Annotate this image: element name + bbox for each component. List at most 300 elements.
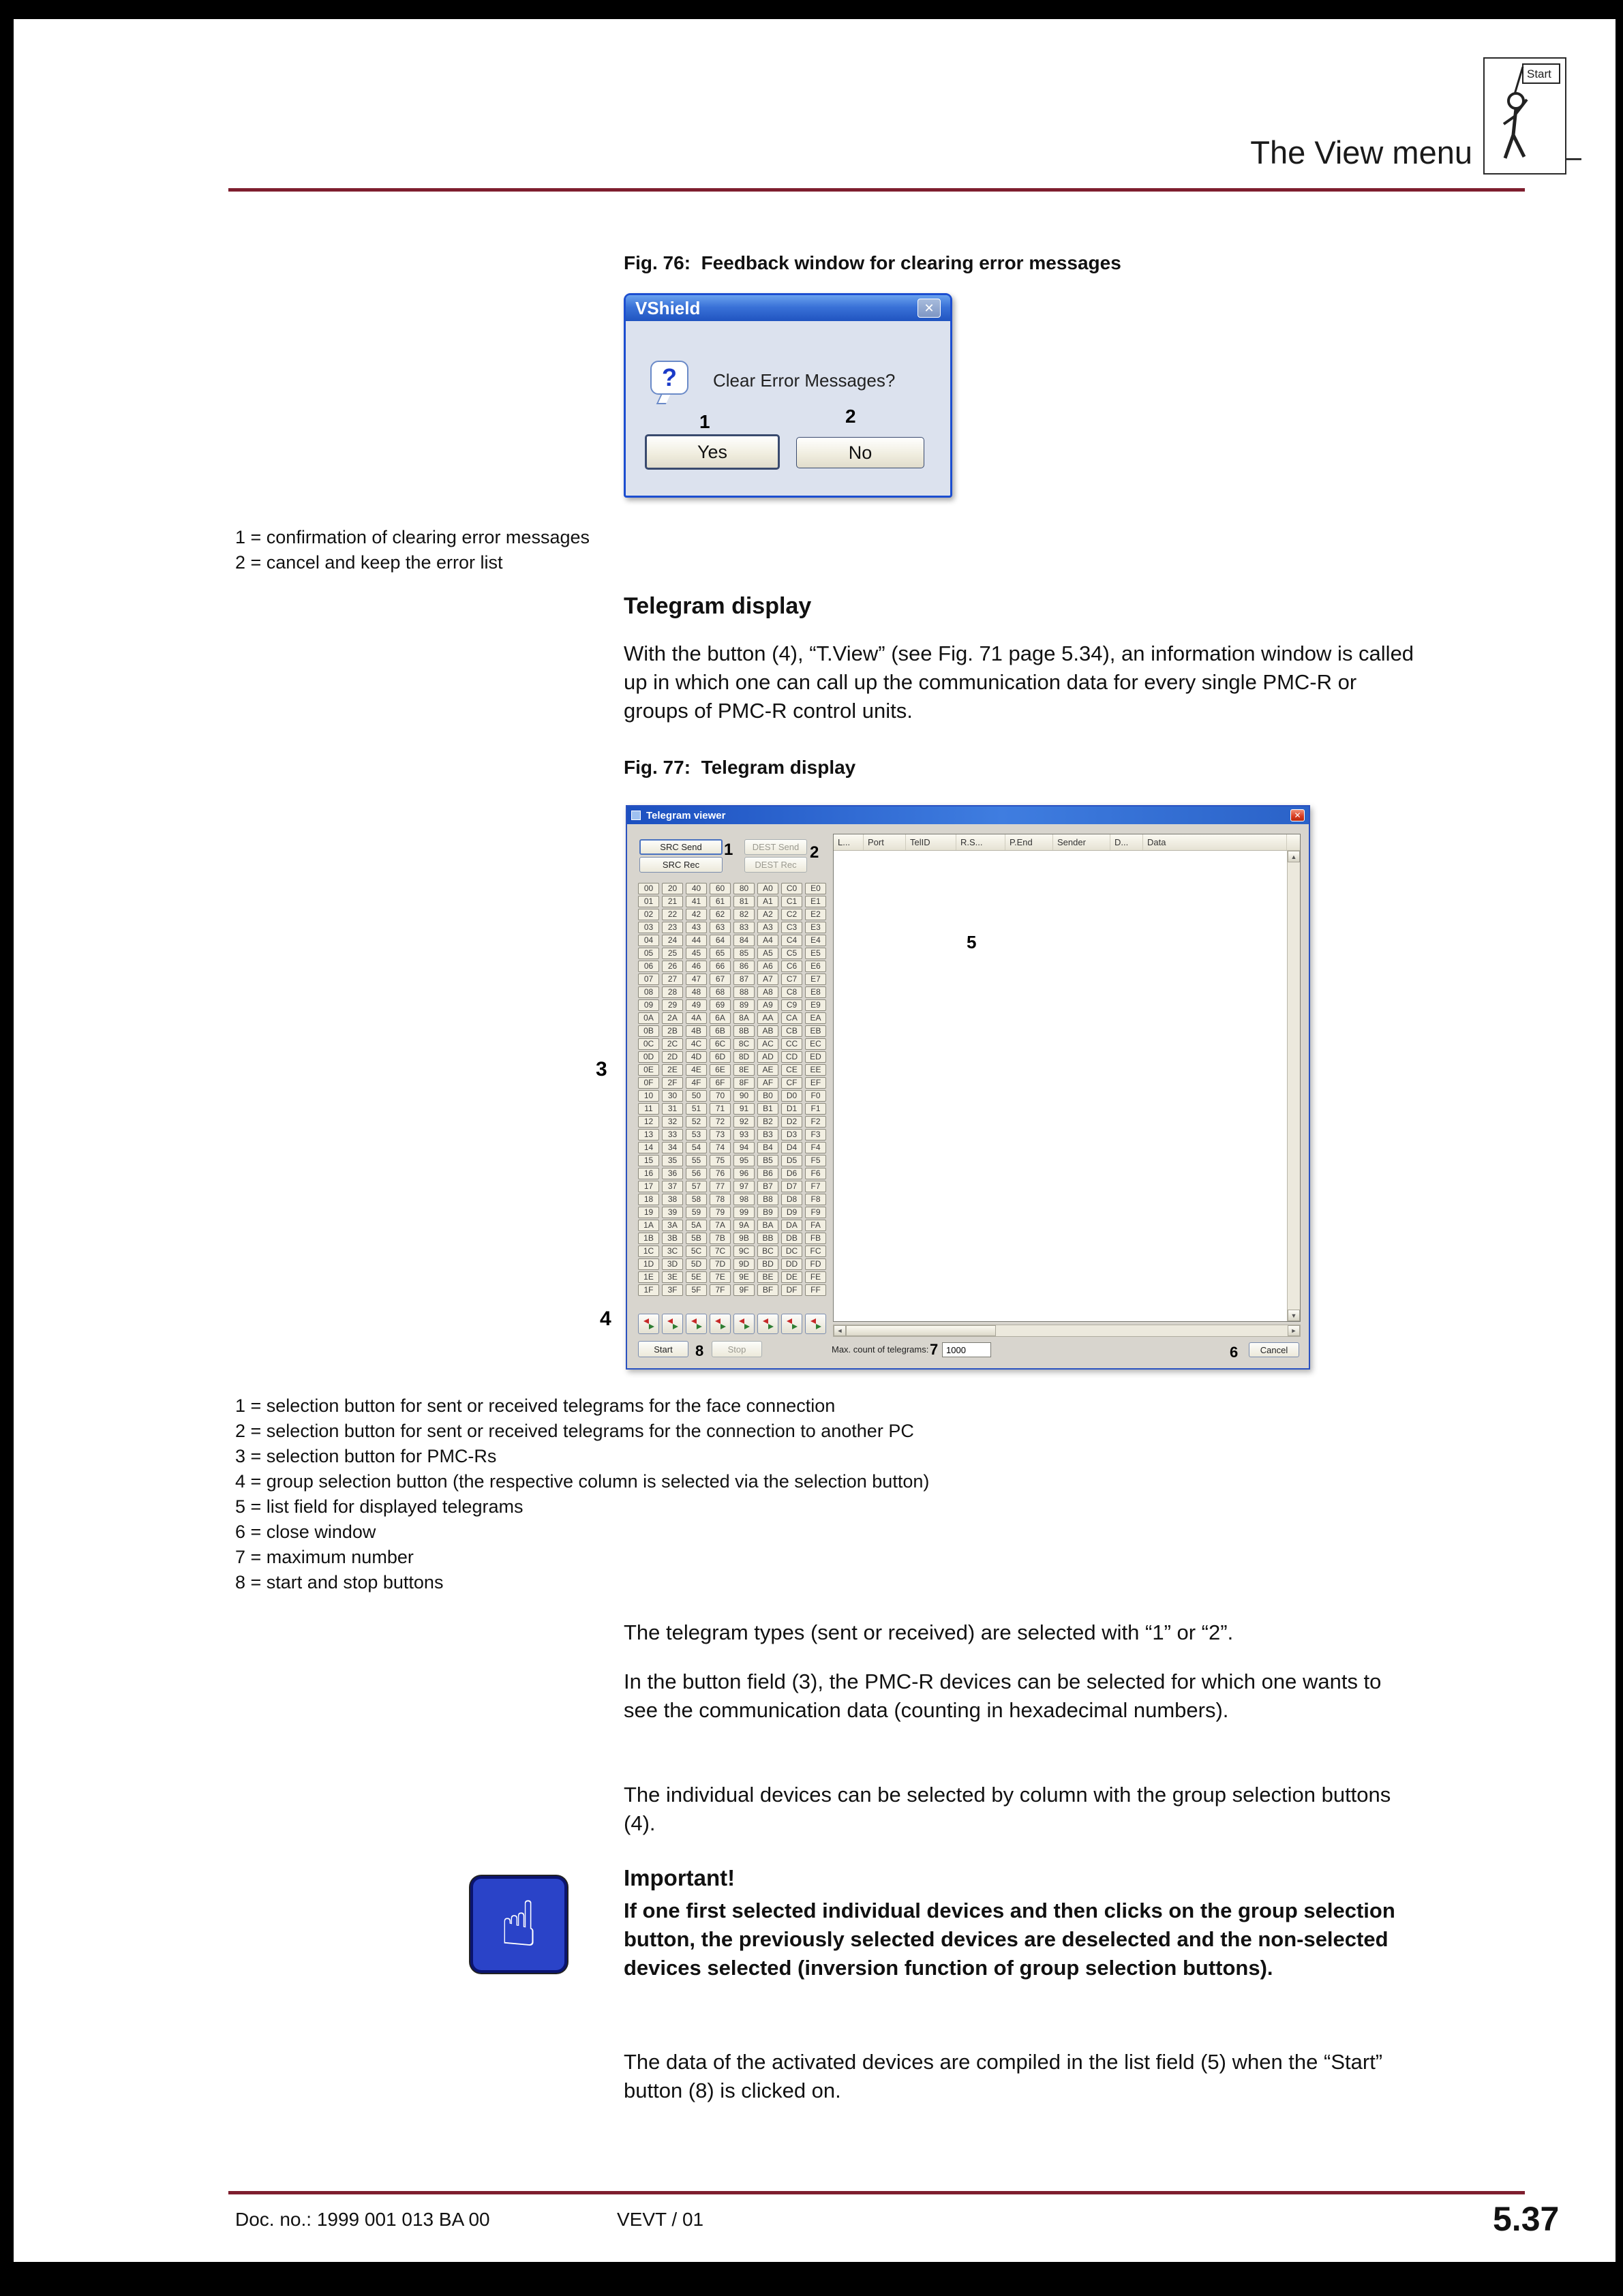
scrollbar-thumb[interactable] xyxy=(846,1325,996,1336)
hex-device-button-DA[interactable]: DA xyxy=(781,1220,802,1231)
hex-device-button-54[interactable]: 54 xyxy=(686,1142,707,1153)
hex-device-button-CF[interactable]: CF xyxy=(781,1077,802,1089)
hex-device-button-87[interactable]: 87 xyxy=(733,973,755,985)
hex-device-button-17[interactable]: 17 xyxy=(638,1181,659,1192)
hex-device-button-14[interactable]: 14 xyxy=(638,1142,659,1153)
hex-device-button-C7[interactable]: C7 xyxy=(781,973,802,985)
hex-device-button-D7[interactable]: D7 xyxy=(781,1181,802,1192)
hex-device-button-BE[interactable]: BE xyxy=(757,1271,778,1283)
hex-device-button-10[interactable]: 10 xyxy=(638,1090,659,1102)
hex-device-button-4D[interactable]: 4D xyxy=(686,1051,707,1063)
hex-device-button-C3[interactable]: C3 xyxy=(781,922,802,933)
hex-device-button-C4[interactable]: C4 xyxy=(781,935,802,946)
hex-device-button-A0[interactable]: A0 xyxy=(757,883,778,894)
hex-device-button-4C[interactable]: 4C xyxy=(686,1038,707,1050)
hex-device-button-F7[interactable]: F7 xyxy=(805,1181,826,1192)
dest-send-button[interactable]: DEST Send xyxy=(744,839,807,855)
hex-device-button-24[interactable]: 24 xyxy=(662,935,683,946)
hex-device-button-64[interactable]: 64 xyxy=(710,935,731,946)
hex-device-button-AA[interactable]: AA xyxy=(757,1012,778,1024)
hex-device-button-4A[interactable]: 4A xyxy=(686,1012,707,1024)
hex-device-button-9E[interactable]: 9E xyxy=(733,1271,755,1283)
hex-device-button-20[interactable]: 20 xyxy=(662,883,683,894)
hex-device-button-2B[interactable]: 2B xyxy=(662,1025,683,1037)
hex-device-button-A9[interactable]: A9 xyxy=(757,999,778,1011)
hex-device-button-84[interactable]: 84 xyxy=(733,935,755,946)
hex-device-button-6C[interactable]: 6C xyxy=(710,1038,731,1050)
hex-device-button-C0[interactable]: C0 xyxy=(781,883,802,894)
hex-device-button-3F[interactable]: 3F xyxy=(662,1284,683,1296)
horizontal-scrollbar[interactable] xyxy=(833,1325,1301,1337)
hex-device-button-07[interactable]: 07 xyxy=(638,973,659,985)
group-toggle-icon xyxy=(809,1318,823,1329)
hex-device-button-09[interactable]: 09 xyxy=(638,999,659,1011)
hex-device-button-C9[interactable]: C9 xyxy=(781,999,802,1011)
hex-device-button-1E[interactable]: 1E xyxy=(638,1271,659,1283)
hex-device-button-DB[interactable]: DB xyxy=(781,1233,802,1244)
hex-device-button-BB[interactable]: BB xyxy=(757,1233,778,1244)
hex-device-button-E8[interactable]: E8 xyxy=(805,986,826,998)
hex-device-button-22[interactable]: 22 xyxy=(662,909,683,920)
hex-device-button-80[interactable]: 80 xyxy=(733,883,755,894)
hex-device-button-CA[interactable]: CA xyxy=(781,1012,802,1024)
hex-device-button-C5[interactable]: C5 xyxy=(781,948,802,959)
hex-device-button-E4[interactable]: E4 xyxy=(805,935,826,946)
hex-device-button-21[interactable]: 21 xyxy=(662,896,683,907)
hex-device-button-15[interactable]: 15 xyxy=(638,1155,659,1166)
src-rec-button[interactable]: SRC Rec xyxy=(639,857,723,873)
hex-device-button-9C[interactable]: 9C xyxy=(733,1245,755,1257)
scroll-left-icon[interactable]: ◄ xyxy=(834,1325,846,1336)
hex-device-button-D8[interactable]: D8 xyxy=(781,1194,802,1205)
hex-device-button-E6[interactable]: E6 xyxy=(805,961,826,972)
hex-device-button-DE[interactable]: DE xyxy=(781,1271,802,1283)
hex-device-button-4B[interactable]: 4B xyxy=(686,1025,707,1037)
hex-device-button-A4[interactable]: A4 xyxy=(757,935,778,946)
hex-device-button-FC[interactable]: FC xyxy=(805,1245,826,1257)
hex-device-button-9B[interactable]: 9B xyxy=(733,1233,755,1244)
hex-device-button-35[interactable]: 35 xyxy=(662,1155,683,1166)
hex-device-button-FE[interactable]: FE xyxy=(805,1271,826,1283)
hex-device-button-AE[interactable]: AE xyxy=(757,1064,778,1076)
hex-device-button-C6[interactable]: C6 xyxy=(781,961,802,972)
hex-device-button-96[interactable]: 96 xyxy=(733,1168,755,1179)
hex-device-button-DD[interactable]: DD xyxy=(781,1258,802,1270)
hex-device-button-44[interactable]: 44 xyxy=(686,935,707,946)
hex-device-button-F5[interactable]: F5 xyxy=(805,1155,826,1166)
hex-device-button-B0[interactable]: B0 xyxy=(757,1090,778,1102)
hex-device-button-FA[interactable]: FA xyxy=(805,1220,826,1231)
list-column-header-4[interactable]: P.End xyxy=(1005,834,1053,850)
group-select-button-4[interactable] xyxy=(710,1314,731,1334)
hex-device-button-DC[interactable]: DC xyxy=(781,1245,802,1257)
scroll-up-icon[interactable]: ▲ xyxy=(1288,851,1300,862)
start-button[interactable]: Start xyxy=(638,1341,688,1357)
hex-device-button-74[interactable]: 74 xyxy=(710,1142,731,1153)
vertical-scrollbar[interactable] xyxy=(1287,851,1300,1321)
hex-device-button-D9[interactable]: D9 xyxy=(781,1207,802,1218)
hex-device-button-31[interactable]: 31 xyxy=(662,1103,683,1115)
hex-device-button-CE[interactable]: CE xyxy=(781,1064,802,1076)
hex-device-button-73[interactable]: 73 xyxy=(710,1129,731,1141)
hex-device-button-A8[interactable]: A8 xyxy=(757,986,778,998)
hex-device-button-5F[interactable]: 5F xyxy=(686,1284,707,1296)
hex-device-button-37[interactable]: 37 xyxy=(662,1181,683,1192)
hex-device-button-34[interactable]: 34 xyxy=(662,1142,683,1153)
hex-device-button-93[interactable]: 93 xyxy=(733,1129,755,1141)
hex-device-button-B1[interactable]: B1 xyxy=(757,1103,778,1115)
hex-device-button-79[interactable]: 79 xyxy=(710,1207,731,1218)
hex-device-button-97[interactable]: 97 xyxy=(733,1181,755,1192)
hex-device-button-52[interactable]: 52 xyxy=(686,1116,707,1128)
hex-device-button-A3[interactable]: A3 xyxy=(757,922,778,933)
hex-device-button-BA[interactable]: BA xyxy=(757,1220,778,1231)
hex-device-button-D3[interactable]: D3 xyxy=(781,1129,802,1141)
hex-device-button-ED[interactable]: ED xyxy=(805,1051,826,1063)
hex-device-button-26[interactable]: 26 xyxy=(662,961,683,972)
hex-device-button-06[interactable]: 06 xyxy=(638,961,659,972)
hex-device-button-F2[interactable]: F2 xyxy=(805,1116,826,1128)
telegram-viewer-titlebar[interactable] xyxy=(627,806,1309,824)
hex-device-button-7A[interactable]: 7A xyxy=(710,1220,731,1231)
hex-device-button-67[interactable]: 67 xyxy=(710,973,731,985)
hex-device-button-83[interactable]: 83 xyxy=(733,922,755,933)
list-column-header-6[interactable]: D... xyxy=(1110,834,1143,850)
hex-device-button-32[interactable]: 32 xyxy=(662,1116,683,1128)
hex-device-button-2F[interactable]: 2F xyxy=(662,1077,683,1089)
hex-device-button-7B[interactable]: 7B xyxy=(710,1233,731,1244)
hex-device-button-DF[interactable]: DF xyxy=(781,1284,802,1296)
hex-device-button-BC[interactable]: BC xyxy=(757,1245,778,1257)
hex-device-button-56[interactable]: 56 xyxy=(686,1168,707,1179)
hex-device-button-0E[interactable]: 0E xyxy=(638,1064,659,1076)
hex-device-button-5A[interactable]: 5A xyxy=(686,1220,707,1231)
list-column-header-3[interactable]: R.S... xyxy=(956,834,1005,850)
hex-device-button-60[interactable]: 60 xyxy=(710,883,731,894)
hex-device-button-C8[interactable]: C8 xyxy=(781,986,802,998)
group-select-button-7[interactable] xyxy=(781,1314,802,1334)
hex-device-button-FD[interactable]: FD xyxy=(805,1258,826,1270)
hex-device-button-25[interactable]: 25 xyxy=(662,948,683,959)
hex-device-button-E0[interactable]: E0 xyxy=(805,883,826,894)
group-toggle-icon xyxy=(714,1318,727,1329)
hex-device-button-81[interactable]: 81 xyxy=(733,896,755,907)
hex-device-button-08[interactable]: 08 xyxy=(638,986,659,998)
hex-device-button-D6[interactable]: D6 xyxy=(781,1168,802,1179)
hex-device-button-45[interactable]: 45 xyxy=(686,948,707,959)
hex-device-button-11[interactable]: 11 xyxy=(638,1103,659,1115)
hex-device-button-18[interactable]: 18 xyxy=(638,1194,659,1205)
hex-device-button-86[interactable]: 86 xyxy=(733,961,755,972)
hex-device-button-9A[interactable]: 9A xyxy=(733,1220,755,1231)
group-select-button-5[interactable] xyxy=(733,1314,755,1334)
hex-device-button-3C[interactable]: 3C xyxy=(662,1245,683,1257)
group-select-button-1[interactable] xyxy=(638,1314,659,1334)
max-count-label: Max. count of telegrams: xyxy=(832,1344,929,1355)
hex-device-button-47[interactable]: 47 xyxy=(686,973,707,985)
hex-device-button-70[interactable]: 70 xyxy=(710,1090,731,1102)
hex-device-button-E3[interactable]: E3 xyxy=(805,922,826,933)
hex-device-button-8E[interactable]: 8E xyxy=(733,1064,755,1076)
hex-device-button-B4[interactable]: B4 xyxy=(757,1142,778,1153)
hex-device-button-28[interactable]: 28 xyxy=(662,986,683,998)
hex-device-button-CC[interactable]: CC xyxy=(781,1038,802,1050)
hex-device-button-4F[interactable]: 4F xyxy=(686,1077,707,1089)
hex-device-button-1F[interactable]: 1F xyxy=(638,1284,659,1296)
hex-device-button-71[interactable]: 71 xyxy=(710,1103,731,1115)
hex-device-button-6B[interactable]: 6B xyxy=(710,1025,731,1037)
hex-device-button-13[interactable]: 13 xyxy=(638,1129,659,1141)
hex-device-button-7D[interactable]: 7D xyxy=(710,1258,731,1270)
group-select-button-8[interactable] xyxy=(805,1314,826,1334)
hex-device-button-72[interactable]: 72 xyxy=(710,1116,731,1128)
hex-device-button-A2[interactable]: A2 xyxy=(757,909,778,920)
hex-device-button-3A[interactable]: 3A xyxy=(662,1220,683,1231)
hex-device-button-2C[interactable]: 2C xyxy=(662,1038,683,1050)
hex-device-button-99[interactable]: 99 xyxy=(733,1207,755,1218)
hex-device-button-EE[interactable]: EE xyxy=(805,1064,826,1076)
hex-device-button-EB[interactable]: EB xyxy=(805,1025,826,1037)
hex-device-button-D1[interactable]: D1 xyxy=(781,1103,802,1115)
hex-device-button-E1[interactable]: E1 xyxy=(805,896,826,907)
hex-device-button-30[interactable]: 30 xyxy=(662,1090,683,1102)
hex-device-button-68[interactable]: 68 xyxy=(710,986,731,998)
hex-device-button-19[interactable]: 19 xyxy=(638,1207,659,1218)
close-icon[interactable]: ✕ xyxy=(917,299,941,318)
hex-device-button-8D[interactable]: 8D xyxy=(733,1051,755,1063)
hex-device-button-1A[interactable]: 1A xyxy=(638,1220,659,1231)
hex-device-button-98[interactable]: 98 xyxy=(733,1194,755,1205)
hex-device-button-E2[interactable]: E2 xyxy=(805,909,826,920)
hex-device-button-05[interactable]: 05 xyxy=(638,948,659,959)
group-toggle-icon xyxy=(738,1318,751,1329)
hex-device-button-59[interactable]: 59 xyxy=(686,1207,707,1218)
list-column-header-5[interactable]: Sender xyxy=(1053,834,1110,850)
hex-device-button-03[interactable]: 03 xyxy=(638,922,659,933)
hex-device-button-AB[interactable]: AB xyxy=(757,1025,778,1037)
hex-device-button-42[interactable]: 42 xyxy=(686,909,707,920)
hex-device-button-38[interactable]: 38 xyxy=(662,1194,683,1205)
hex-device-button-B2[interactable]: B2 xyxy=(757,1116,778,1128)
hex-device-button-89[interactable]: 89 xyxy=(733,999,755,1011)
hex-device-button-92[interactable]: 92 xyxy=(733,1116,755,1128)
hex-device-button-3D[interactable]: 3D xyxy=(662,1258,683,1270)
group-select-button-6[interactable] xyxy=(757,1314,778,1334)
hex-device-button-7F[interactable]: 7F xyxy=(710,1284,731,1296)
hex-device-button-53[interactable]: 53 xyxy=(686,1129,707,1141)
scroll-down-icon[interactable]: ▼ xyxy=(1288,1310,1300,1321)
hex-device-button-16[interactable]: 16 xyxy=(638,1168,659,1179)
hex-device-button-12[interactable]: 12 xyxy=(638,1116,659,1128)
hex-device-button-B7[interactable]: B7 xyxy=(757,1181,778,1192)
hex-device-button-AD[interactable]: AD xyxy=(757,1051,778,1063)
hex-device-button-7E[interactable]: 7E xyxy=(710,1271,731,1283)
hex-device-button-57[interactable]: 57 xyxy=(686,1181,707,1192)
hex-device-button-41[interactable]: 41 xyxy=(686,896,707,907)
hex-device-button-51[interactable]: 51 xyxy=(686,1103,707,1115)
hex-device-button-5B[interactable]: 5B xyxy=(686,1233,707,1244)
list-column-header-0[interactable]: L... xyxy=(834,834,864,850)
hex-device-button-55[interactable]: 55 xyxy=(686,1155,707,1166)
scroll-right-icon[interactable]: ► xyxy=(1288,1325,1300,1336)
hex-device-button-6D[interactable]: 6D xyxy=(710,1051,731,1063)
hex-device-button-23[interactable]: 23 xyxy=(662,922,683,933)
hex-device-button-C2[interactable]: C2 xyxy=(781,909,802,920)
hex-device-button-CD[interactable]: CD xyxy=(781,1051,802,1063)
hex-device-button-C1[interactable]: C1 xyxy=(781,896,802,907)
hex-device-button-49[interactable]: 49 xyxy=(686,999,707,1011)
hex-device-button-CB[interactable]: CB xyxy=(781,1025,802,1037)
hex-device-button-40[interactable]: 40 xyxy=(686,883,707,894)
hex-device-button-50[interactable]: 50 xyxy=(686,1090,707,1102)
hex-device-button-77[interactable]: 77 xyxy=(710,1181,731,1192)
hex-device-button-B3[interactable]: B3 xyxy=(757,1129,778,1141)
group-select-button-2[interactable] xyxy=(662,1314,683,1334)
hex-device-button-BF[interactable]: BF xyxy=(757,1284,778,1296)
hex-device-button-2E[interactable]: 2E xyxy=(662,1064,683,1076)
hex-device-button-1C[interactable]: 1C xyxy=(638,1245,659,1257)
vshield-titlebar[interactable] xyxy=(626,295,950,321)
hex-device-button-88[interactable]: 88 xyxy=(733,986,755,998)
hex-device-button-9F[interactable]: 9F xyxy=(733,1284,755,1296)
hex-device-button-B5[interactable]: B5 xyxy=(757,1155,778,1166)
hex-device-button-A1[interactable]: A1 xyxy=(757,896,778,907)
hex-device-button-65[interactable]: 65 xyxy=(710,948,731,959)
hex-device-button-E5[interactable]: E5 xyxy=(805,948,826,959)
hex-device-button-1D[interactable]: 1D xyxy=(638,1258,659,1270)
yes-button[interactable]: Yes xyxy=(645,434,780,470)
hex-device-button-2A[interactable]: 2A xyxy=(662,1012,683,1024)
stop-button[interactable]: Stop xyxy=(712,1341,762,1357)
hex-device-button-EF[interactable]: EF xyxy=(805,1077,826,1089)
hex-device-button-66[interactable]: 66 xyxy=(710,961,731,972)
hex-device-button-F0[interactable]: F0 xyxy=(805,1090,826,1102)
hex-device-button-90[interactable]: 90 xyxy=(733,1090,755,1102)
hex-device-button-91[interactable]: 91 xyxy=(733,1103,755,1115)
hex-device-button-E7[interactable]: E7 xyxy=(805,973,826,985)
hex-device-button-46[interactable]: 46 xyxy=(686,961,707,972)
hex-device-button-5E[interactable]: 5E xyxy=(686,1271,707,1283)
fig77-legend xyxy=(235,1393,929,1595)
hex-device-button-F4[interactable]: F4 xyxy=(805,1142,826,1153)
hex-device-button-6E[interactable]: 6E xyxy=(710,1064,731,1076)
hex-device-button-A6[interactable]: A6 xyxy=(757,961,778,972)
hex-device-button-8C[interactable]: 8C xyxy=(733,1038,755,1050)
hex-device-button-AC[interactable]: AC xyxy=(757,1038,778,1050)
hex-device-button-5D[interactable]: 5D xyxy=(686,1258,707,1270)
group-toggle-icon xyxy=(642,1318,656,1329)
hex-device-button-BD[interactable]: BD xyxy=(757,1258,778,1270)
dialog-message: Clear Error Messages? xyxy=(713,370,896,391)
hex-device-button-7C[interactable]: 7C xyxy=(710,1245,731,1257)
hex-device-button-00[interactable]: 00 xyxy=(638,883,659,894)
hex-device-button-0D[interactable]: 0D xyxy=(638,1051,659,1063)
hex-device-button-FF[interactable]: FF xyxy=(805,1284,826,1296)
hex-device-button-F8[interactable]: F8 xyxy=(805,1194,826,1205)
hex-device-button-01[interactable]: 01 xyxy=(638,896,659,907)
group-select-button-3[interactable] xyxy=(686,1314,707,1334)
hex-device-button-29[interactable]: 29 xyxy=(662,999,683,1011)
cancel-button[interactable]: Cancel xyxy=(1249,1342,1299,1357)
hex-device-button-B6[interactable]: B6 xyxy=(757,1168,778,1179)
hex-device-button-6F[interactable]: 6F xyxy=(710,1077,731,1089)
hex-device-button-6A[interactable]: 6A xyxy=(710,1012,731,1024)
hex-device-button-0F[interactable]: 0F xyxy=(638,1077,659,1089)
hex-device-button-78[interactable]: 78 xyxy=(710,1194,731,1205)
hex-device-button-0B[interactable]: 0B xyxy=(638,1025,659,1037)
hex-device-button-F6[interactable]: F6 xyxy=(805,1168,826,1179)
no-button[interactable]: No xyxy=(796,437,924,468)
hex-device-button-F3[interactable]: F3 xyxy=(805,1129,826,1141)
hex-device-button-04[interactable]: 04 xyxy=(638,935,659,946)
hex-device-button-48[interactable]: 48 xyxy=(686,986,707,998)
list-column-header-2[interactable]: TelID xyxy=(906,834,956,850)
hex-device-button-76[interactable]: 76 xyxy=(710,1168,731,1179)
hex-device-button-8F[interactable]: 8F xyxy=(733,1077,755,1089)
hex-device-button-A5[interactable]: A5 xyxy=(757,948,778,959)
hex-device-button-63[interactable]: 63 xyxy=(710,922,731,933)
hex-device-button-27[interactable]: 27 xyxy=(662,973,683,985)
hex-device-button-61[interactable]: 61 xyxy=(710,896,731,907)
hex-device-button-EC[interactable]: EC xyxy=(805,1038,826,1050)
hex-device-button-F9[interactable]: F9 xyxy=(805,1207,826,1218)
hex-device-button-FB[interactable]: FB xyxy=(805,1233,826,1244)
hex-device-button-0C[interactable]: 0C xyxy=(638,1038,659,1050)
hex-device-button-62[interactable]: 62 xyxy=(710,909,731,920)
hex-device-button-39[interactable]: 39 xyxy=(662,1207,683,1218)
close-icon[interactable]: ✕ xyxy=(1290,809,1305,821)
hex-device-button-9D[interactable]: 9D xyxy=(733,1258,755,1270)
hex-device-button-82[interactable]: 82 xyxy=(733,909,755,920)
hex-device-button-B9[interactable]: B9 xyxy=(757,1207,778,1218)
hex-device-button-AF[interactable]: AF xyxy=(757,1077,778,1089)
hex-device-button-94[interactable]: 94 xyxy=(733,1142,755,1153)
hex-device-button-85[interactable]: 85 xyxy=(733,948,755,959)
hex-device-button-3B[interactable]: 3B xyxy=(662,1233,683,1244)
list-column-header-7[interactable]: Data xyxy=(1143,834,1287,850)
src-send-button[interactable]: SRC Send xyxy=(639,839,723,855)
hex-device-button-D5[interactable]: D5 xyxy=(781,1155,802,1166)
hex-device-button-3E[interactable]: 3E xyxy=(662,1271,683,1283)
hex-device-button-E9[interactable]: E9 xyxy=(805,999,826,1011)
hex-device-button-33[interactable]: 33 xyxy=(662,1129,683,1141)
hex-device-button-A7[interactable]: A7 xyxy=(757,973,778,985)
hex-device-button-69[interactable]: 69 xyxy=(710,999,731,1011)
hex-device-button-8A[interactable]: 8A xyxy=(733,1012,755,1024)
list-column-header-1[interactable]: Port xyxy=(864,834,906,850)
hex-device-button-0A[interactable]: 0A xyxy=(638,1012,659,1024)
hex-device-button-D0[interactable]: D0 xyxy=(781,1090,802,1102)
hex-device-button-5C[interactable]: 5C xyxy=(686,1245,707,1257)
hex-device-button-EA[interactable]: EA xyxy=(805,1012,826,1024)
hex-device-button-58[interactable]: 58 xyxy=(686,1194,707,1205)
hex-device-button-95[interactable]: 95 xyxy=(733,1155,755,1166)
hex-device-button-F1[interactable]: F1 xyxy=(805,1103,826,1115)
hex-device-button-02[interactable]: 02 xyxy=(638,909,659,920)
hex-device-button-8B[interactable]: 8B xyxy=(733,1025,755,1037)
hex-device-button-75[interactable]: 75 xyxy=(710,1155,731,1166)
hex-device-button-43[interactable]: 43 xyxy=(686,922,707,933)
dest-rec-button[interactable]: DEST Rec xyxy=(744,857,807,873)
hex-device-button-D4[interactable]: D4 xyxy=(781,1142,802,1153)
hex-device-button-B8[interactable]: B8 xyxy=(757,1194,778,1205)
hex-device-button-36[interactable]: 36 xyxy=(662,1168,683,1179)
max-count-input[interactable] xyxy=(942,1342,991,1357)
hex-device-button-2D[interactable]: 2D xyxy=(662,1051,683,1063)
hex-device-button-D2[interactable]: D2 xyxy=(781,1116,802,1128)
hex-device-button-4E[interactable]: 4E xyxy=(686,1064,707,1076)
hex-device-button-1B[interactable]: 1B xyxy=(638,1233,659,1244)
